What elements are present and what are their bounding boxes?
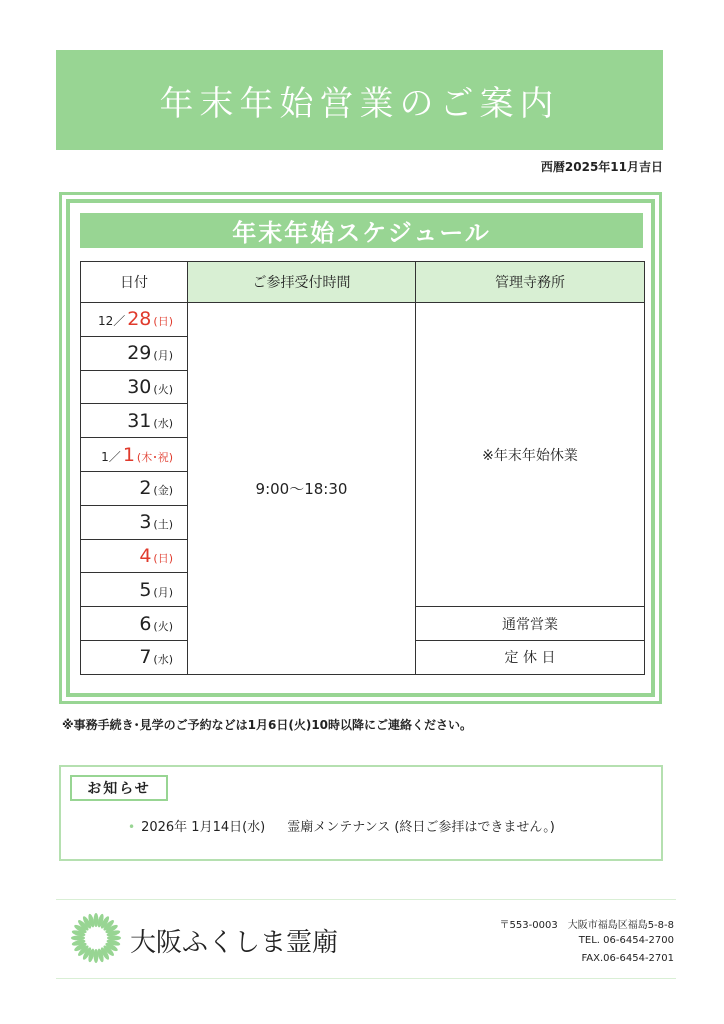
date-cell <box>81 539 188 573</box>
date-cell <box>81 438 188 472</box>
flower-logo-icon <box>70 912 122 964</box>
day-number: 5 <box>139 578 152 601</box>
footer-address: 〒553-0003 大阪市福島区福島5-8-8 <box>499 920 674 931</box>
day-of-week: (火) <box>153 382 173 396</box>
day-number: 3 <box>139 511 152 534</box>
reservation-notice: ※事務手続き･見学のご予約などは1月6日(火)10時以降にご連絡ください。 <box>62 718 473 732</box>
day-of-week: (日) <box>153 315 173 329</box>
schedule-table <box>80 261 645 675</box>
news-date: 2026年 1月14日(水) <box>141 820 266 835</box>
news-text: 霊廟メンテナンス (終日ご参拝はできません。) <box>287 820 555 835</box>
issue-date: 西暦2025年11月吉日 <box>540 160 663 174</box>
date-cell <box>81 303 188 337</box>
date-cell <box>81 336 188 370</box>
footer-divider-top <box>56 899 676 900</box>
schedule-title: 年末年始スケジュール <box>232 219 491 247</box>
day-of-week: (水) <box>153 416 173 430</box>
header-banner <box>56 50 663 150</box>
office-closed-cell: ※年末年始休業 <box>416 303 645 607</box>
date-cell <box>81 370 188 404</box>
day-number: 28 <box>127 308 152 331</box>
date-cell <box>81 404 188 438</box>
day-of-week: (月) <box>153 349 173 363</box>
office-holiday-cell: 定 休 日 <box>416 640 645 674</box>
company-name: 大阪ふくしま霊廟 <box>130 928 339 958</box>
day-of-week: (月) <box>153 585 173 599</box>
schedule-header-row <box>81 262 645 303</box>
footer-divider-bottom <box>56 978 676 979</box>
month-prefix: 1／ <box>101 449 121 464</box>
day-number: 2 <box>139 477 152 500</box>
day-of-week: (水) <box>153 653 173 667</box>
day-of-week: (金) <box>153 484 173 498</box>
date-cell <box>81 573 188 607</box>
date-cell <box>81 471 188 505</box>
footer-tel: TEL. 06-6454-2700 <box>578 935 674 946</box>
news-item <box>128 816 555 835</box>
day-number: 30 <box>127 375 152 398</box>
day-of-week: (火) <box>153 619 173 633</box>
column-header-hours: ご参拝受付時間 <box>188 262 416 303</box>
date-cell <box>81 640 188 674</box>
day-number: 1 <box>122 443 135 466</box>
day-number: 31 <box>127 409 152 432</box>
day-of-week: (木･祝) <box>136 450 173 464</box>
day-of-week: (日) <box>153 551 173 565</box>
column-header-office: 管理寺務所 <box>416 262 645 303</box>
footer-fax: FAX.06-6454-2701 <box>581 953 674 964</box>
day-number: 29 <box>127 342 152 365</box>
news-label: お知らせ <box>70 775 168 801</box>
date-cell <box>81 505 188 539</box>
day-number: 7 <box>139 646 152 669</box>
bullet-icon: • <box>128 820 136 834</box>
hours-cell: 9:00〜18:30 <box>188 303 416 675</box>
day-number: 4 <box>139 544 152 567</box>
office-open-cell: 通常営業 <box>416 607 645 641</box>
schedule-title-band <box>80 213 643 248</box>
date-cell <box>81 607 188 641</box>
day-number: 6 <box>139 612 152 635</box>
column-header-date: 日付 <box>81 262 188 303</box>
table-row <box>81 303 645 337</box>
month-prefix: 12／ <box>97 314 126 329</box>
page-title: 年末年始営業のご案内 <box>159 83 560 124</box>
day-of-week: (土) <box>153 518 173 532</box>
